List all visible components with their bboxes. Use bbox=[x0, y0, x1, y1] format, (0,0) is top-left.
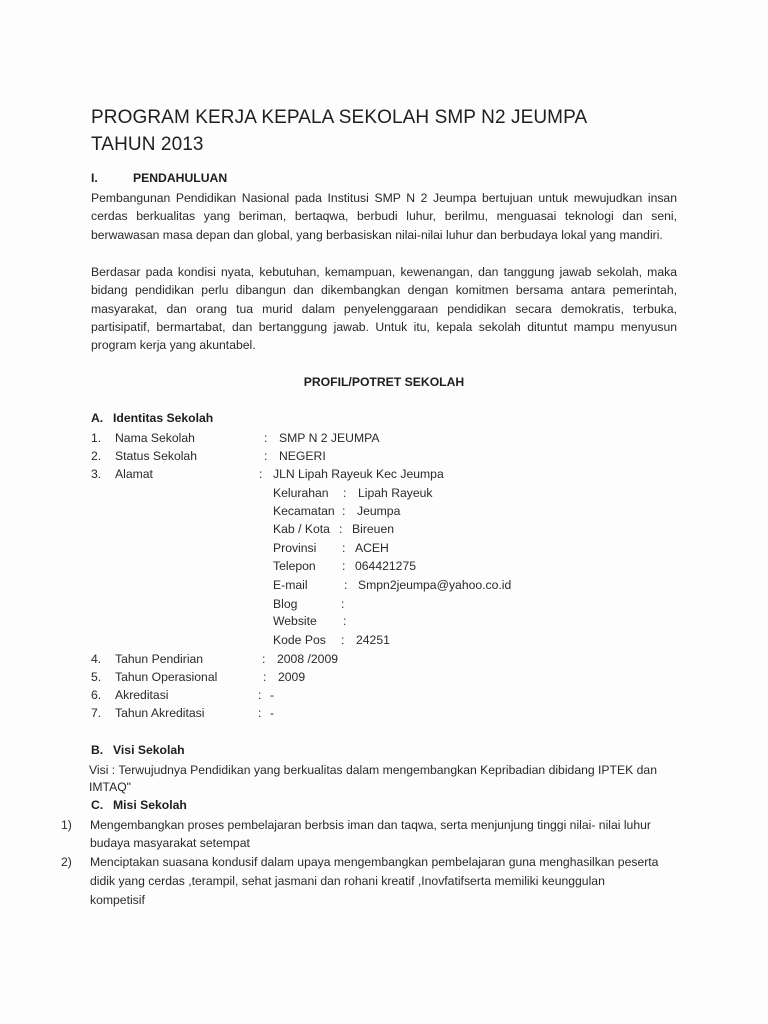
alamat-label-website: Website bbox=[273, 614, 317, 628]
alamat-value-email: Smpn2jeumpa@yahoo.co.id bbox=[358, 578, 512, 592]
visi-heading bbox=[91, 743, 185, 757]
intro-paragraph-2: Berdasar pada kondisi nyata, kebutuhan, kemampuan, kewenangan, dan tanggung jawab sekolah, maka bidang pendidikan perlu dibangun dan dikembangkan dengan komitmen bersama antara pemerintah, masyarakat, dan orang tua murid dalam penyelenggaraan pendidikan secara demokratis, terbuka, partisipatif, bermartabat, dan bertanggung jawab. Untuk itu, kepala sekolah dituntut mampu menyusun program kerja yang akuntabel. bbox=[91, 265, 677, 353]
alamat-value-kelurahan: Lipah Rayeuk bbox=[358, 486, 433, 500]
alamat-sep: : bbox=[344, 578, 348, 592]
misi-letter: C. bbox=[91, 798, 104, 812]
misi-item-1-line-1: Mengembangkan proses pembelajaran berbsis iman dan taqwa, serta menjunjung tinggi nilai- nilai luhur bbox=[90, 818, 651, 832]
visi-title: Visi Sekolah bbox=[113, 743, 185, 757]
alamat-label-blog: Blog bbox=[273, 597, 298, 611]
alamat-label-kelurahan: Kelurahan bbox=[273, 486, 329, 500]
identitas-num-3: 3. bbox=[91, 467, 102, 481]
misi-item-2-line-2: didik yang cerdas ,terampil, sehat jasmani dan rohani kreatif ,Inovfatifserta memiliki keunggulan bbox=[90, 874, 605, 888]
identitas-sep: : bbox=[258, 706, 262, 720]
title-line-2: TAHUN 2013 bbox=[91, 134, 204, 155]
title-line-1: PROGRAM KERJA KEPALA SEKOLAH SMP N2 JEUMPA bbox=[91, 107, 588, 128]
identitas-value-tahun-operasional: 2009 bbox=[278, 670, 306, 684]
alamat-value-kecamatan: Jeumpa bbox=[357, 504, 401, 518]
alamat-value-telepon: 064421275 bbox=[355, 559, 417, 573]
identitas-value-nama-sekolah: SMP N 2 JEUMPA bbox=[279, 431, 380, 445]
section-number: I. bbox=[91, 171, 98, 185]
identitas-label-nama-sekolah: Nama Sekolah bbox=[115, 431, 195, 445]
identitas-value-status-sekolah: NEGERI bbox=[279, 449, 326, 463]
alamat-value-provinsi: ACEH bbox=[355, 541, 389, 555]
identitas-sep: : bbox=[259, 467, 263, 481]
section-heading-pendahuluan bbox=[91, 171, 227, 185]
alamat-sep: : bbox=[341, 597, 345, 611]
identitas-num-5: 5. bbox=[91, 670, 102, 684]
identitas-num-4: 4. bbox=[91, 652, 102, 666]
visi-letter: B. bbox=[91, 743, 104, 757]
alamat-label-kode-pos: Kode Pos bbox=[273, 633, 326, 647]
identitas-label-tahun-pendirian: Tahun Pendirian bbox=[115, 652, 204, 666]
identitas-num-6: 6. bbox=[91, 688, 102, 702]
alamat-value-kode-pos: 24251 bbox=[356, 633, 390, 647]
alamat-sep: : bbox=[342, 504, 346, 518]
misi-item-2 bbox=[90, 854, 690, 908]
identitas-label-akreditasi: Akreditasi bbox=[115, 688, 169, 702]
identitas-label-tahun-akreditasi: Tahun Akreditasi bbox=[115, 706, 205, 720]
identitas-sep: : bbox=[264, 449, 268, 463]
alamat-sep: : bbox=[339, 522, 343, 536]
visi-text-line-1: Visi : Terwujudnya Pendidikan yang berkualitas dalam mengembangkan Kepribadian dibidang IPTEK dan bbox=[89, 763, 657, 777]
alamat-sep: : bbox=[343, 614, 347, 628]
identitas-sep: : bbox=[264, 431, 268, 445]
visi-text-line-2: IMTAQ" bbox=[89, 780, 132, 794]
misi-num-2: 2) bbox=[61, 855, 72, 869]
identitas-value-tahun-pendirian: 2008 /2009 bbox=[277, 652, 338, 666]
identitas-value-akreditasi: - bbox=[270, 688, 275, 702]
alamat-label-telepon: Telepon bbox=[273, 559, 316, 573]
misi-item-2-line-3: kompetisif bbox=[90, 893, 145, 907]
identitas-num-7: 7. bbox=[91, 706, 102, 720]
intro-paragraph-1: Pembangunan Pendidikan Nasional pada Institusi SMP N 2 Jeumpa bertujuan untuk mewujudkan insan cerdas berkualitas yang beriman, bertaqwa, berbudi luhur, berilmu, menguasai teknologi dan seni, berwawasan masa depan dan global, yang berbasiskan nilai-nilai luhur dan berbudaya lokal yang mandiri. bbox=[91, 191, 677, 242]
alamat-sep: : bbox=[341, 633, 345, 647]
document-title bbox=[91, 104, 691, 158]
identitas-label-status-sekolah: Status Sekolah bbox=[115, 449, 197, 463]
identitas-sep: : bbox=[262, 652, 266, 666]
alamat-label-provinsi: Provinsi bbox=[273, 541, 317, 555]
misi-item-1 bbox=[90, 817, 690, 851]
section-title: PENDAHULUAN bbox=[133, 171, 228, 185]
identitas-title: Identitas Sekolah bbox=[113, 411, 214, 425]
identitas-num-1: 1. bbox=[91, 431, 102, 445]
alamat-label-kecamatan: Kecamatan bbox=[273, 504, 335, 518]
alamat-sep: : bbox=[343, 486, 347, 500]
misi-item-1-line-2: budaya masyarakat setempat bbox=[90, 836, 250, 850]
misi-num-1: 1) bbox=[61, 818, 72, 832]
identitas-heading bbox=[91, 411, 213, 425]
alamat-label-kab-kota: Kab / Kota bbox=[273, 522, 330, 536]
identitas-sep: : bbox=[258, 688, 262, 702]
alamat-value-kab-kota: Bireuen bbox=[352, 522, 395, 536]
identitas-sep: : bbox=[263, 670, 267, 684]
identitas-label-alamat: Alamat bbox=[115, 467, 153, 481]
alamat-sep: : bbox=[342, 541, 346, 555]
identitas-value-tahun-akreditasi: - bbox=[270, 706, 275, 720]
misi-title: Misi Sekolah bbox=[113, 798, 187, 812]
identitas-num-2: 2. bbox=[91, 449, 102, 463]
alamat-label-email: E-mail bbox=[273, 578, 308, 592]
identitas-letter: A. bbox=[91, 411, 104, 425]
misi-item-2-line-1: Menciptakan suasana kondusif dalam upaya mengembangkan pembelajaran guna menghasilkan peserta bbox=[90, 855, 659, 869]
misi-heading bbox=[91, 798, 187, 812]
profil-heading: PROFIL/POTRET SEKOLAH bbox=[303, 375, 465, 389]
identitas-value-alamat: JLN Lipah Rayeuk Kec Jeumpa bbox=[273, 467, 444, 481]
identitas-label-tahun-operasional: Tahun Operasional bbox=[115, 670, 218, 684]
alamat-sep: : bbox=[342, 559, 346, 573]
